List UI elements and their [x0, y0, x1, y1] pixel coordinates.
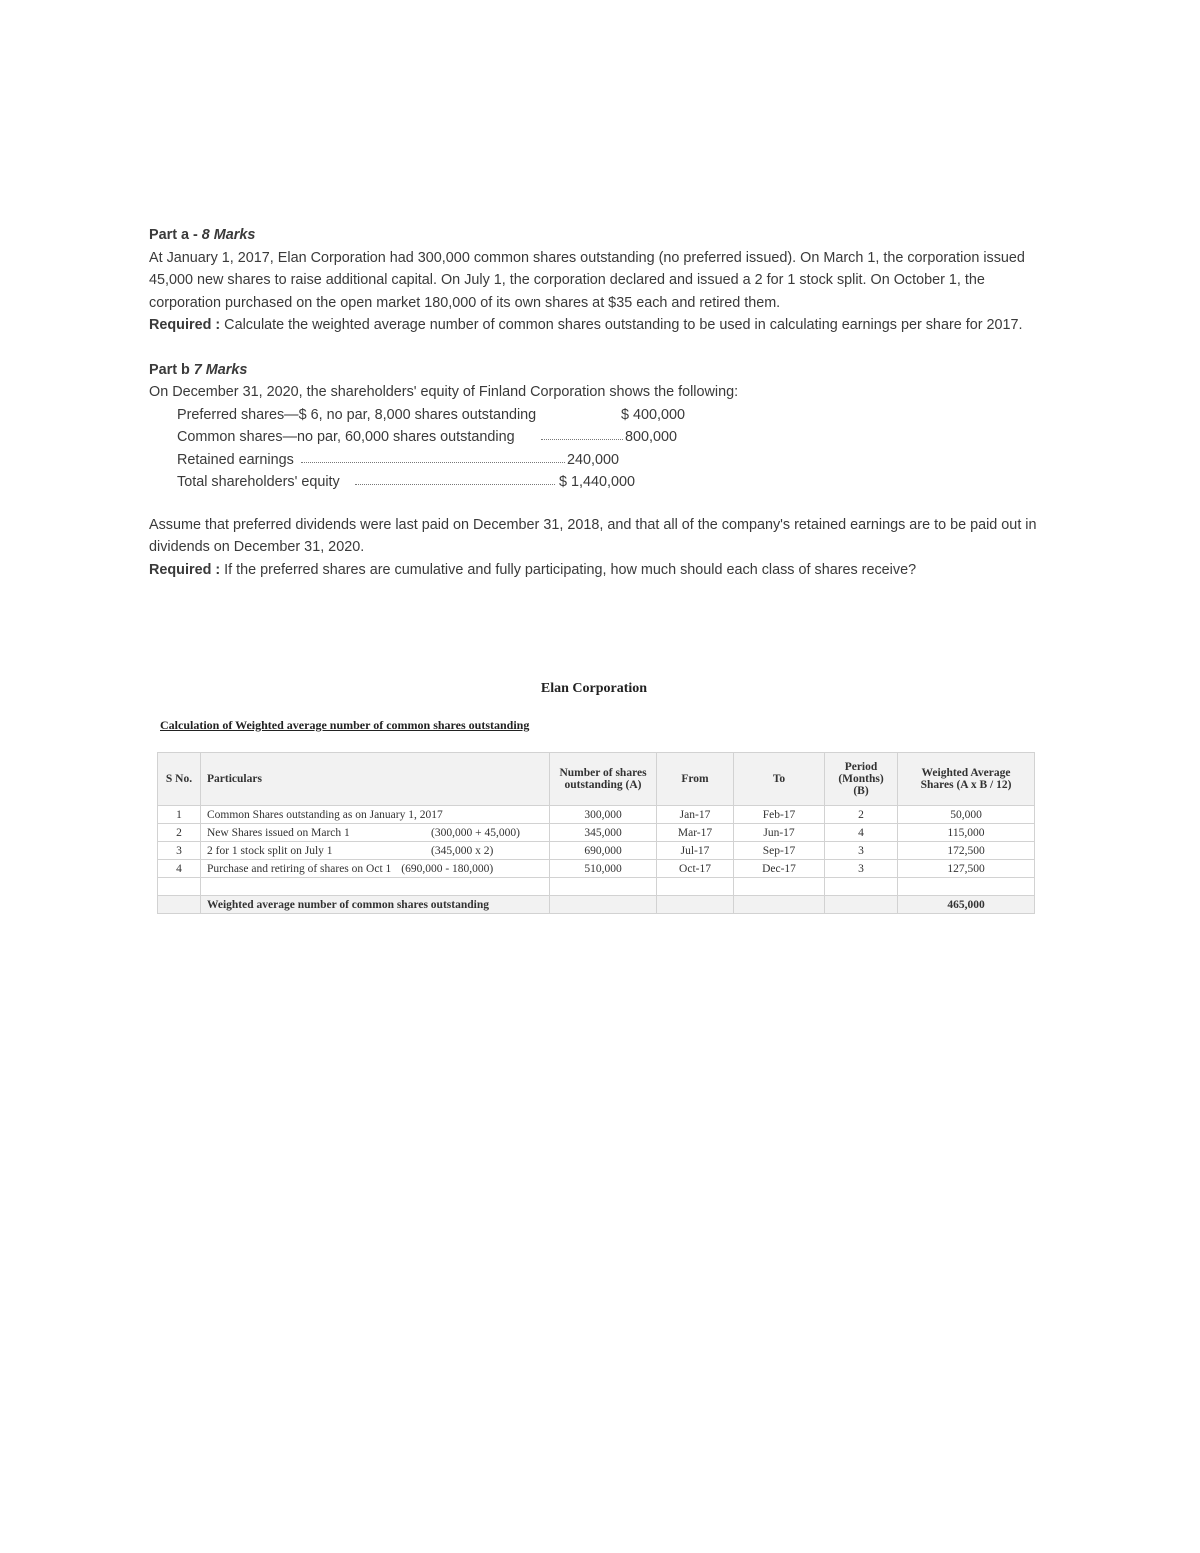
part-a-heading-prefix: Part a - — [149, 227, 202, 243]
part-a-heading — [149, 224, 1049, 247]
table-row — [158, 824, 1035, 842]
header-shares: Number of shares outstanding (A) — [550, 753, 657, 806]
cell-particular — [201, 824, 550, 842]
cell-sno: 4 — [158, 860, 201, 878]
cell-to: Jun-17 — [734, 824, 825, 842]
part-a-required-text: Calculate the weighted average number of common shares outstanding to be used in calculating earnings per share for 2017. — [220, 317, 1023, 333]
part-b-required-text: If the preferred shares are cumulative and fully participating, how much should each class of shares receive? — [220, 561, 917, 578]
part-a-required-label: Required : — [149, 317, 221, 333]
cell-to: Sep-17 — [734, 842, 825, 860]
cell-sno: 1 — [158, 806, 201, 824]
cell-shares: 300,000 — [550, 806, 657, 824]
table-subtitle: Calculation of Weighted average number of common shares outstanding — [160, 718, 530, 732]
part-a-marks: 8 Marks — [201, 227, 256, 243]
total-empty-cell — [734, 896, 825, 914]
header-from: From — [657, 753, 734, 806]
total-empty-cell — [550, 896, 657, 914]
part-b-heading-prefix: Part b — [149, 361, 194, 378]
cell-particular — [201, 806, 550, 824]
cell-from: Jan-17 — [657, 806, 734, 824]
table-total-row — [158, 896, 1035, 914]
equity-label: Common shares—no par, 60,000 shares outstanding — [177, 429, 515, 445]
cell-shares: 510,000 — [550, 860, 657, 878]
equity-label: Retained earnings — [177, 451, 294, 468]
equity-line-retained — [149, 449, 1049, 472]
part-b-assume: Assume that preferred dividends were last paid on December 31, 2018, and that all of the company's retained earnings are to be paid out in dividends on December 31, 2020. — [149, 516, 1037, 555]
cell-weighted: 172,500 — [898, 842, 1035, 860]
equity-value: $ 1,440,000 — [559, 474, 636, 490]
table-header-row — [158, 753, 1035, 806]
total-label: Weighted average number of common shares outstanding — [201, 896, 550, 914]
part-b-marks: 7 Marks — [193, 361, 248, 378]
particular-calc: (690,000 - 180,000) — [401, 862, 494, 875]
equity-value: 240,000 — [567, 451, 620, 468]
problem-text — [149, 224, 1049, 581]
cell-sno: 2 — [158, 824, 201, 842]
cell-to: Feb-17 — [734, 806, 825, 824]
equity-line-preferred — [149, 404, 1049, 427]
total-empty-cell — [825, 896, 898, 914]
header-particulars: Particulars — [201, 753, 550, 806]
header-weighted: Weighted Average Shares (A x B / 12) — [898, 753, 1035, 806]
table-spacer-row — [158, 878, 1035, 896]
cell-weighted: 50,000 — [898, 806, 1035, 824]
weighted-average-table — [157, 752, 1035, 914]
equity-line-common — [149, 426, 1049, 449]
equity-label: Total shareholders' equity — [177, 474, 340, 490]
total-value: 465,000 — [898, 896, 1035, 914]
cell-weighted: 115,000 — [898, 824, 1035, 842]
leader-dots — [355, 484, 555, 485]
part-b-heading — [149, 359, 1049, 382]
cell-months: 4 — [825, 824, 898, 842]
cell-from: Mar-17 — [657, 824, 734, 842]
total-empty-cell — [158, 896, 201, 914]
leader-dots — [301, 462, 565, 463]
particular-text: Common Shares outstanding as on January 1, 2017 — [207, 808, 443, 821]
equity-value: $ 400,000 — [621, 406, 686, 423]
leader-dots — [541, 439, 623, 440]
cell-shares: 690,000 — [550, 842, 657, 860]
particular-text: 2 for 1 stock split on July 1 — [207, 844, 333, 857]
part-b-intro: On December 31, 2020, the shareholders' equity of Finland Corporation shows the following: — [149, 384, 739, 400]
particular-text: New Shares issued on March 1 — [207, 826, 350, 839]
cell-months: 2 — [825, 806, 898, 824]
particular-calc: (345,000 x 2) — [431, 844, 494, 857]
cell-sno: 3 — [158, 842, 201, 860]
table-row — [158, 842, 1035, 860]
particular-calc: (300,000 + 45,000) — [431, 826, 520, 839]
cell-weighted: 127,500 — [898, 860, 1035, 878]
table-row — [158, 860, 1035, 878]
header-sno: S No. — [158, 753, 201, 806]
cell-months: 3 — [825, 842, 898, 860]
total-empty-cell — [657, 896, 734, 914]
equity-line-total — [149, 471, 1049, 494]
part-a-body: At January 1, 2017, Elan Corporation had 300,000 common shares outstanding (no preferred issued). On March 1, the corporation issued 45,000 new shares to raise additional capital. On July 1, the corporation declared and issued a 2 for 1 stock split. On October 1, the corporation purchased on the open market 180,000 of its own shares at $35 each and retired them. — [149, 249, 1025, 311]
part-b-required-label: Required : — [149, 561, 221, 578]
header-to: To — [734, 753, 825, 806]
cell-particular — [201, 842, 550, 860]
table-title: Elan Corporation — [540, 681, 648, 696]
part-a-required — [149, 314, 1049, 337]
header-period: Period (Months) (B) — [825, 753, 898, 806]
equity-label: Preferred shares—$ 6, no par, 8,000 shares outstanding — [177, 406, 537, 423]
cell-shares: 345,000 — [550, 824, 657, 842]
cell-particular — [201, 860, 550, 878]
cell-to: Dec-17 — [734, 860, 825, 878]
cell-from: Oct-17 — [657, 860, 734, 878]
table-row — [158, 806, 1035, 824]
particular-text: Purchase and retiring of shares on Oct 1 — [207, 862, 392, 875]
cell-from: Jul-17 — [657, 842, 734, 860]
cell-months: 3 — [825, 860, 898, 878]
equity-value: 800,000 — [625, 429, 678, 445]
part-b-required — [149, 559, 1049, 582]
